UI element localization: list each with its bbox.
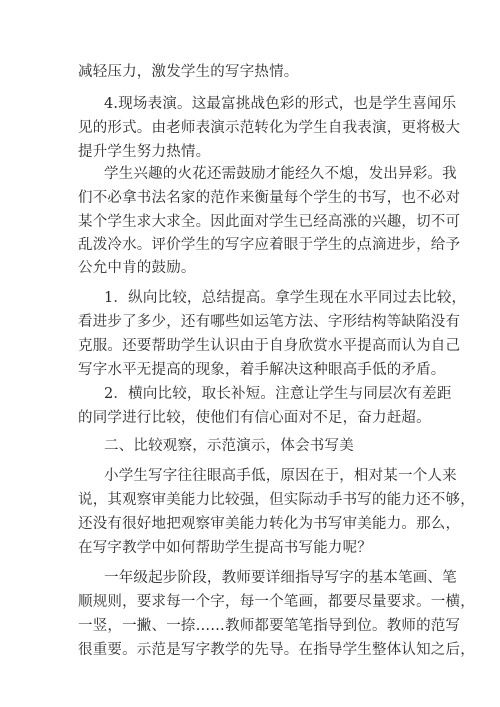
text-line: 乱泼冷水。评价学生的写字应着眼于学生的点滴进步，给予: [78, 237, 461, 253]
text-line: 公允中肯的鼓励。: [78, 260, 196, 276]
text-line: 在写字教学中如何帮助学生提高书写能力呢？: [78, 540, 372, 556]
text-line: 看进步了多少，还有哪些如运笔方法、字形结构等缺陷没有: [78, 314, 461, 330]
text-line: 写字水平无提高的现象，着手解决这种眼高手低的矛盾。: [78, 362, 446, 378]
text-line: 小学生写字往往眼高手低，原因在于，相对某一个人来: [104, 468, 457, 484]
text-line: 一年级起步阶段，教师要详细指导写字的基本笔画、笔: [104, 570, 457, 586]
text-line: 1．纵向比较，总结提高。拿学生现在水平同过去比较，: [104, 290, 467, 306]
text-line: 2．横向比较，取长补短。注意让学生与同层次有差距: [104, 386, 452, 402]
text-line: 顺规则，要求每一个字，每一个笔画，都要尽量要求。一横，: [78, 594, 475, 610]
section-heading: 二、比较观察，示范演示，体会书写美: [104, 438, 354, 454]
text-line: 的同学进行比较，使他们有信心面对不足，奋力赶超。: [78, 410, 431, 426]
text-line: 们不必拿书法名家的范作来衡量每个学生的书写，也不必对: [78, 190, 461, 206]
text-line: 某个学生求大求全。因此面对学生已经高涨的兴趣，切不可: [78, 214, 461, 230]
text-line: 一竖，一撇、一捺……教师都要笔笔指导到位。教师的范写: [78, 618, 461, 634]
text-line: 克服。还要帮助学生认识由于自身欣赏水平提高而认为自己: [78, 338, 461, 354]
text-line: 学生兴趣的火花还需鼓励才能经久不熄，发出异彩。我: [104, 166, 457, 182]
text-line: 还没有很好地把观察审美能力转化为书写审美能力。那么，: [78, 516, 461, 532]
text-line: 4.现场表演。这最富挑战色彩的形式，也是学生喜闻乐: [104, 96, 457, 112]
text-line: 说，其观察审美能力比较强，但实际动手书写的能力还不够，: [78, 492, 475, 508]
text-line: 提升学生努力热情。: [78, 144, 211, 160]
text-line: 减轻压力，激发学生的写字热情。: [78, 64, 299, 80]
text-line: 很重要。示范是写字教学的先导。在指导学生整体认知之后，: [78, 642, 475, 658]
text-line: 见的形式。由老师表演示范转化为学生自我表演，更将极大: [78, 120, 461, 136]
